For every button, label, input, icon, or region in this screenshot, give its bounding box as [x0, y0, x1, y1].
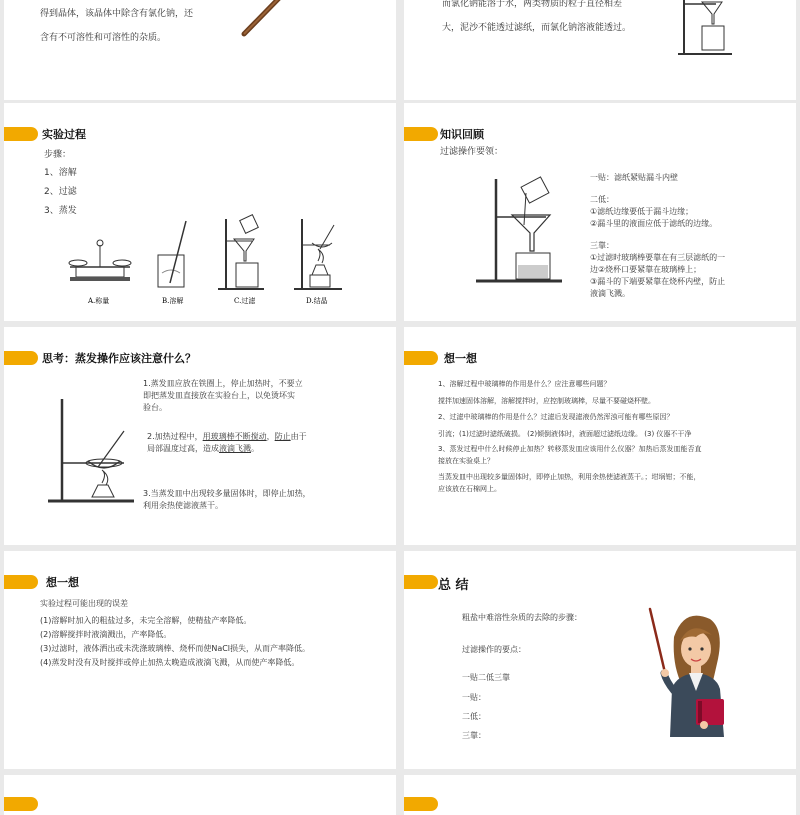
text-span: 2.加热过程中， — [147, 432, 203, 441]
accent-tab — [404, 797, 438, 811]
slide-title: 实验过程 — [42, 128, 86, 141]
point-text: 二低： — [590, 195, 614, 204]
text-line: 大，泥沙不能透过滤纸，而氯化钠溶液能透过。 — [442, 23, 632, 33]
accent-tab — [404, 127, 438, 141]
filtration-apparatus-image — [466, 175, 566, 290]
experiment-steps-illustration — [66, 215, 346, 307]
teacher-illustration — [644, 607, 744, 739]
text-line: 二低： — [462, 712, 486, 721]
text-line: 实验过程可能出现的误差 — [40, 599, 128, 608]
slide-10-partial — [404, 775, 796, 815]
steps-label: 步骤： — [44, 150, 72, 160]
question-text: 2、过滤中玻璃棒的作用是什么？过滤后发现滤液仍然浑浊可能有哪些原因？ — [438, 413, 674, 421]
figure-label: C.过滤 — [234, 297, 256, 305]
evaporation-apparatus-image — [44, 397, 136, 507]
answer-text: 搅拌加速固体溶解，溶解搅拌时，应控制玻璃棒，尽量不要碰烧杯壁。 — [438, 397, 655, 405]
question-text: 3、蒸发过程中什么时候停止加热？转移蒸发皿应该用什么仪器？加热后蒸发皿能否直 — [438, 445, 702, 453]
text-line: 而氯化钠能溶于水，两类物质的粒子直径相差 — [442, 0, 623, 9]
figure-label: B.溶解 — [162, 297, 184, 305]
point-text: ①过滤时玻璃棒要靠在有三层滤纸的一 — [590, 253, 726, 262]
point-text: 利用余热使滤液蒸干。 — [143, 501, 223, 510]
text-line: 一贴二低三靠 — [462, 673, 510, 682]
underlined-text: 防止 — [274, 432, 291, 441]
text-line: 粗盐中难溶性杂质的去除的步骤： — [462, 613, 582, 622]
slide-knowledge-review — [404, 103, 796, 321]
evaporation-drawing — [294, 219, 342, 289]
step-item: 2、过滤 — [44, 187, 77, 197]
glass-rod-image — [239, 0, 299, 50]
slide-think-questions — [404, 327, 796, 545]
accent-tab — [4, 127, 38, 141]
filtration-drawing — [218, 215, 264, 289]
step-item: 1、溶解 — [44, 168, 77, 178]
text-span: ， — [266, 432, 275, 441]
slide-experiment-process — [4, 103, 396, 321]
answer-text: 引流；(1)过滤时滤纸破损。 (2)倾倒液体时，液面超过滤纸边缘。 (3) 仪器不干净 — [438, 430, 692, 438]
slide-2 — [404, 0, 796, 100]
slide-1 — [4, 0, 396, 100]
accent-tab — [404, 575, 438, 589]
accent-tab — [4, 797, 38, 811]
slide-title: 思考：蒸发操作应该注意什么？ — [42, 352, 196, 365]
list-item: (3)过滤时，液体洒出或未洗涤玻璃棒、烧杯而使NaCl损失，从而产率降低。 — [40, 644, 311, 653]
slide-title: 总 结 — [438, 578, 469, 593]
text-line: 得到晶体，该晶体中除含有氯化钠，还 — [40, 9, 194, 19]
point-text: 边②烧杯口要紧靠在玻璃棒上； — [590, 265, 702, 274]
answer-text: 当蒸发皿中出现较多量固体时，即停止加热，利用余热使滤液蒸干。；坩埚钳；不能， — [438, 473, 701, 481]
figure-label: D.结晶 — [306, 297, 328, 305]
point-text: ②漏斗里的液面应低于滤纸的边缘。 — [590, 219, 718, 228]
question-text: 1、溶解过程中玻璃棒的作用是什么？应注意哪些问题？ — [438, 380, 611, 388]
underlined-text: 液滴飞溅 — [219, 444, 251, 453]
list-item: (2)溶解搅拌时液滴溅出，产率降低。 — [40, 630, 172, 639]
text-span: 由于 — [290, 432, 307, 441]
point-text: 1.蒸发皿应放在铁圈上，停止加热时，不要立 — [143, 379, 303, 388]
point-text: ①滤纸边缘要低于漏斗边缘； — [590, 207, 694, 216]
text-span: 局部温度过高，造成 — [147, 444, 219, 453]
underlined-text: 用玻璃棒不断搅动 — [202, 432, 267, 441]
point-text — [147, 443, 259, 456]
slide-9-partial — [4, 775, 396, 815]
slide-title: 知识回顾 — [440, 128, 484, 141]
point-text — [147, 431, 307, 444]
text-line: 含有不可溶性和可溶性的杂质。 — [40, 33, 167, 43]
text-line: 过滤操作的要点： — [462, 645, 526, 654]
step-item: 3、蒸发 — [44, 206, 77, 216]
balance-drawing — [69, 240, 131, 281]
filtration-apparatus-image — [676, 0, 736, 60]
text-span: 。 — [251, 444, 259, 453]
answer-text: 应该放在石棉网上。 — [438, 485, 501, 493]
accent-tab — [4, 351, 38, 365]
subtitle: 过滤操作要领： — [440, 147, 504, 157]
point-text: 即把蒸发皿直接放在实验台上，以免烫坏实 — [143, 391, 295, 400]
text-line: 一贴： — [462, 693, 486, 702]
list-item: (4)蒸发时没有及时搅拌或停止加热太晚造成液滴飞溅，从而使产率降低。 — [40, 658, 300, 667]
list-item: (1)溶解时加入的粗盐过多，未完全溶解，使精盐产率降低。 — [40, 616, 252, 625]
slide-think-evaporation — [4, 327, 396, 545]
point-text: ③漏斗的下端要紧靠在烧杯内壁，防止 — [590, 277, 726, 286]
slide-summary — [404, 551, 796, 769]
question-text: 接放在实验桌上？ — [438, 457, 494, 465]
slide-title: 想一想 — [444, 352, 477, 365]
point-text: 3.当蒸发皿中出现较多量固体时，即停止加热， — [143, 489, 311, 498]
accent-tab — [404, 351, 438, 365]
point-text: 液滴飞溅。 — [590, 289, 630, 298]
point-text: 一贴：滤纸紧贴漏斗内壁 — [590, 173, 678, 182]
slide-experiment-errors — [4, 551, 396, 769]
point-text: 三靠： — [590, 241, 614, 250]
text-line: 三靠： — [462, 731, 486, 740]
beaker-drawing — [158, 221, 186, 287]
accent-tab — [4, 575, 38, 589]
point-text: 验台。 — [143, 403, 167, 412]
slide-title: 想一想 — [46, 576, 79, 589]
figure-label: A.称量 — [88, 297, 110, 305]
